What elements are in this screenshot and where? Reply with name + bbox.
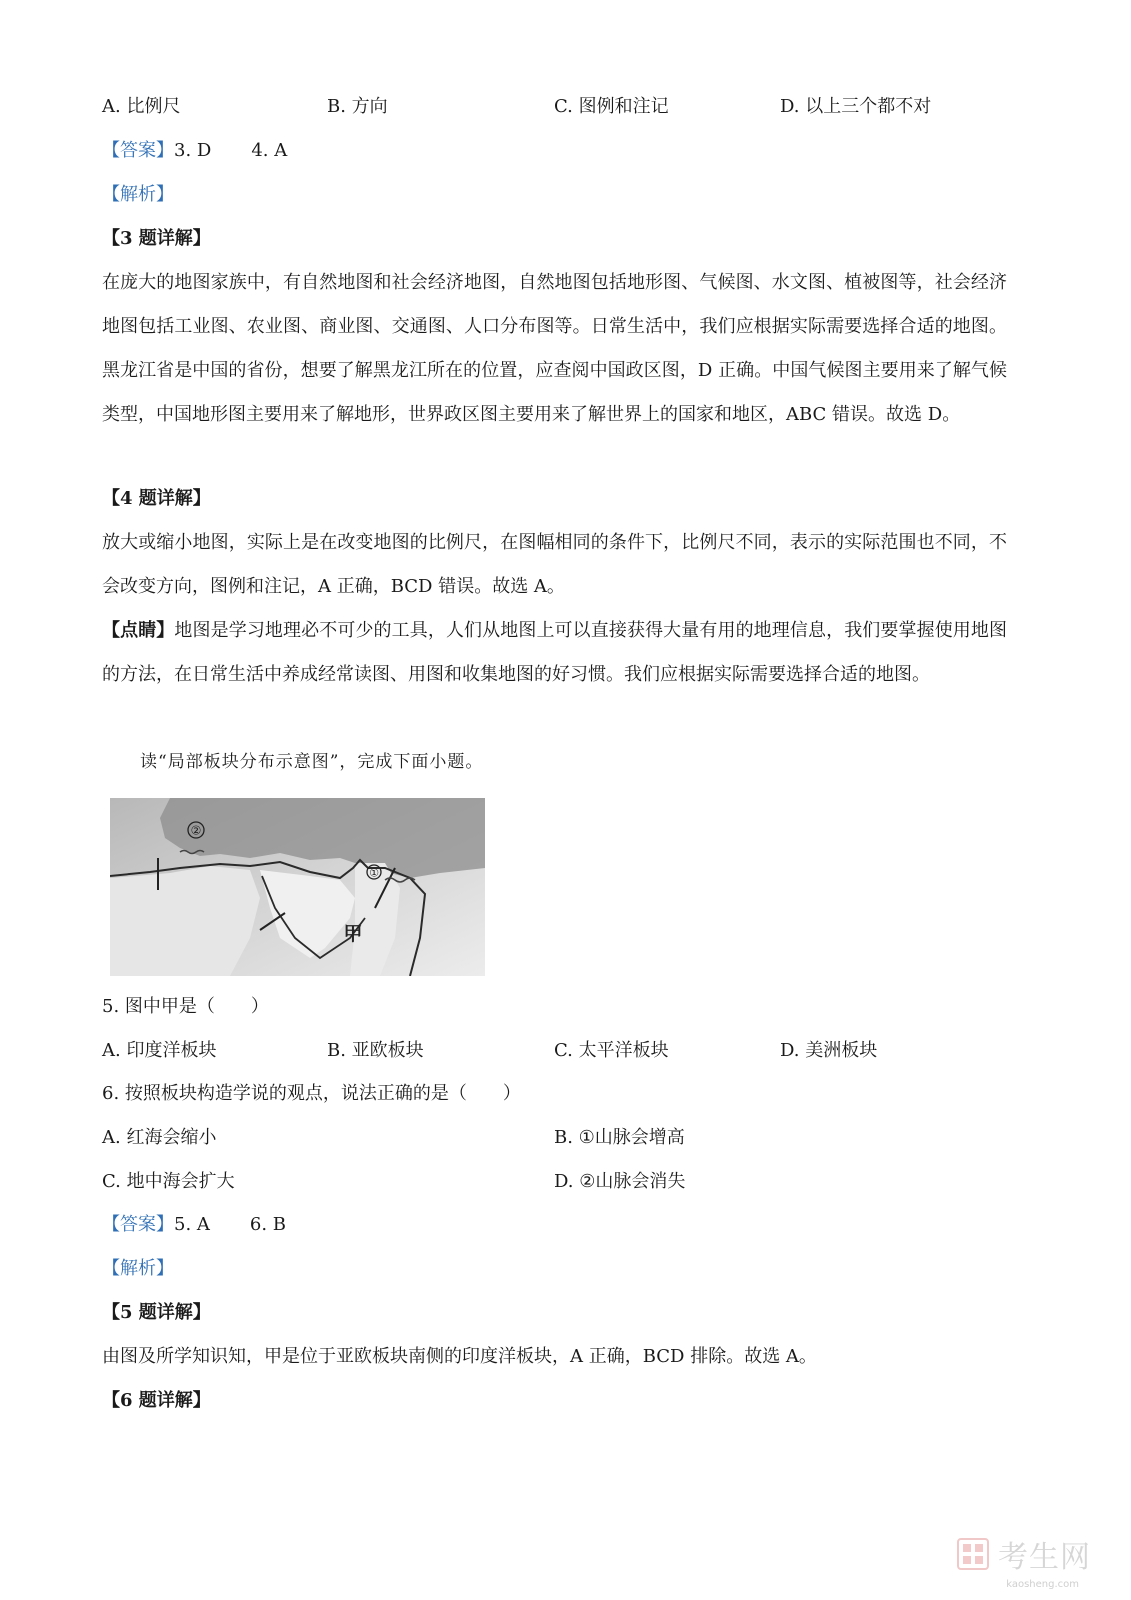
marker-2-label: ②	[190, 823, 202, 838]
q6-option-b: B. ①山脉会增高	[554, 1127, 685, 1148]
q4-detail-label: 【4 题详解】	[102, 488, 211, 509]
answer-6: 6. B	[249, 1214, 287, 1235]
q5-option-c: C. 太平洋板块	[554, 1040, 669, 1061]
tip-text: 地图是学习地理必不可少的工具，人们从地图上可以直接获得大量有用的地理信息，我们要掌握使用地图的方法，在日常生活中养成经常读图、用图和收集地图的好习惯。我们应根据实际需要选择合适的地图。	[102, 620, 1008, 685]
answer-5: 5. A	[174, 1214, 210, 1235]
africa-land	[110, 866, 260, 976]
q5-option-b: B. 亚欧板块	[327, 1040, 424, 1061]
tip-paragraph	[102, 609, 1007, 697]
q4-option-c: C. 图例和注记	[554, 96, 669, 117]
q4-option-d: D. 以上三个都不对	[780, 96, 932, 117]
answer-label: 【答案】	[102, 1214, 174, 1235]
q5-option-d: D. 美洲板块	[780, 1040, 878, 1061]
q4-detail-text: 放大或缩小地图，实际上是在改变地图的比例尺，在图幅相同的条件下，比例尺不同，表示的实际范围也不同，不会改变方向，图例和注记，A 正确，BCD 错误。故选 A。	[102, 532, 1007, 597]
answer-line-2	[102, 1211, 286, 1239]
read-intro: 读“局部板块分布示意图”，完成下面小题。	[140, 752, 484, 772]
q5-detail-text: 由图及所学知识知，甲是位于亚欧板块南侧的印度洋板块，A 正确，BCD 排除。故选 A。	[102, 1346, 817, 1367]
marker-1-label: ①	[369, 866, 379, 880]
watermark-text: 考生网	[998, 1540, 1091, 1575]
q6-option-a: A. 红海会缩小	[102, 1127, 217, 1148]
q6-detail-label: 【6 题详解】	[102, 1390, 211, 1411]
tip-label: 【点睛】	[102, 620, 175, 641]
answer-line-1	[102, 137, 287, 165]
q3-detail-label: 【3 题详解】	[102, 228, 211, 249]
q5-option-a: A. 印度洋板块	[102, 1040, 217, 1061]
answer-4: 4. A	[251, 140, 288, 161]
q3-detail-text: 在庞大的地图家族中，有自然地图和社会经济地图，自然地图包括地形图、气候图、水文图、植被图等，社会经济地图包括工业图、农业图、商业图、交通图、人口分布图等。日常生活中，我们应根据实际需要选择合适的地图。黑龙江省是中国的省份，想要了解黑龙江所在的位置，应查阅中国政区图，D 正确。中国气候图主要用来了解气候类型，中国地形图主要用来了解地形，世界政区图主要用来了解世界上的国家和地区，ABC 错误。故选 D。	[102, 272, 1007, 425]
q6-option-d: D. ②山脉会消失	[554, 1171, 686, 1192]
q5-stem: 5. 图中甲是（ ）	[102, 996, 269, 1017]
analysis-label-1: 【解析】	[102, 184, 174, 205]
analysis-label-2: 【解析】	[102, 1258, 174, 1279]
q4-option-b: B. 方向	[327, 96, 388, 117]
plate-jia-label: 甲	[343, 923, 363, 945]
watermark-logo-icon	[956, 1537, 990, 1571]
answer-label: 【答案】	[102, 140, 174, 161]
answer-3: 3. D	[174, 140, 212, 161]
q4-option-a: A. 比例尺	[102, 96, 181, 117]
q6-stem: 6. 按照板块构造学说的观点，说法正确的是（ ）	[102, 1083, 521, 1104]
plate-distribution-map	[110, 798, 485, 976]
q6-option-c: C. 地中海会扩大	[102, 1171, 235, 1192]
q5-detail-label: 【5 题详解】	[102, 1302, 211, 1323]
watermark	[956, 1532, 1091, 1576]
watermark-sub: kaosheng.com	[1006, 1579, 1079, 1590]
